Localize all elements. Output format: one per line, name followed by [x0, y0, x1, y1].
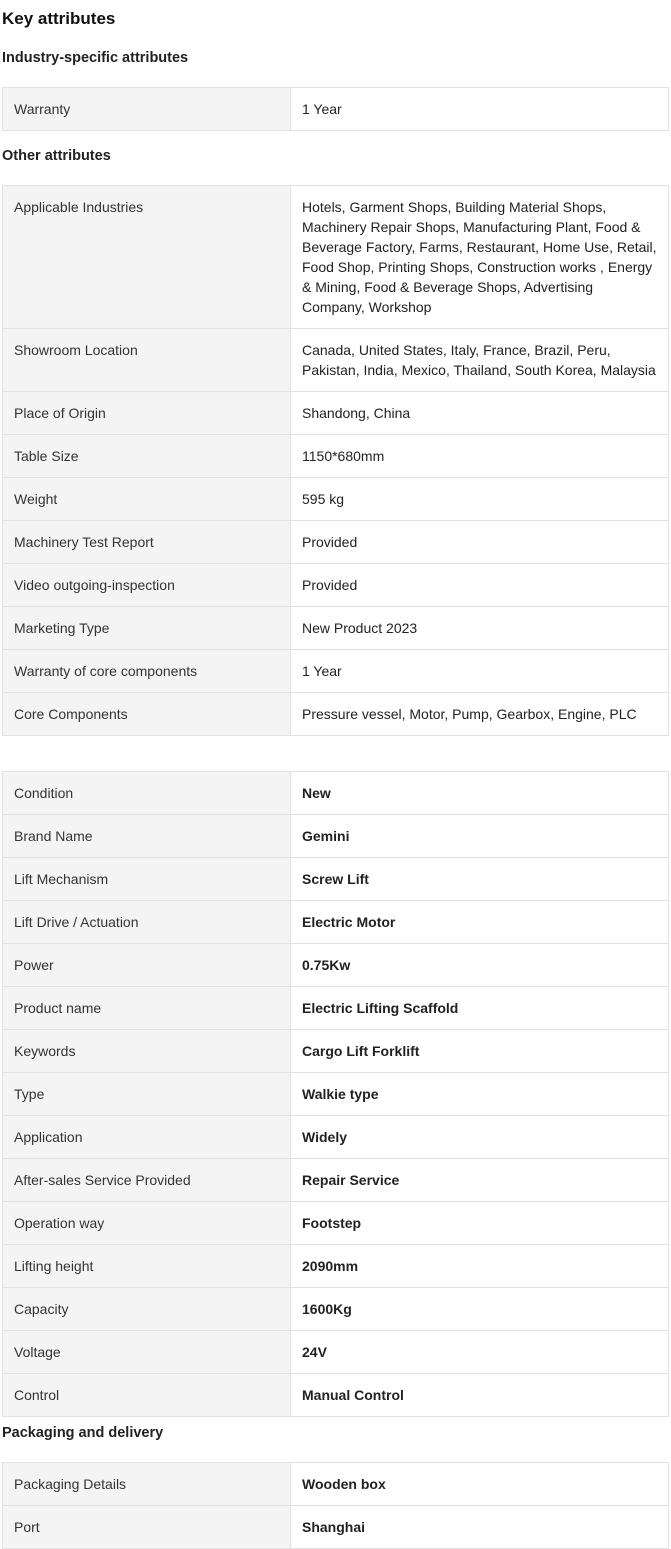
table-row [3, 392, 669, 435]
industry-attributes-table [2, 87, 669, 131]
attribute-name: Lifting height [3, 1245, 291, 1288]
attribute-value: 24V [291, 1331, 669, 1374]
attribute-value: Electric Motor [291, 901, 669, 944]
table-row [3, 1030, 669, 1073]
attribute-value: Canada, United States, Italy, France, Brazil, Peru, Pakistan, India, Mexico, Thailand, South Korea, Malaysia [291, 329, 669, 392]
table-row [3, 329, 669, 392]
attribute-value: 1 Year [291, 88, 669, 131]
attribute-name: Voltage [3, 1331, 291, 1374]
attribute-name: Warranty of core components [3, 650, 291, 693]
attribute-value: 1600Kg [291, 1288, 669, 1331]
attribute-name: Port [3, 1506, 291, 1549]
attribute-value: 2090mm [291, 1245, 669, 1288]
attribute-name: Power [3, 944, 291, 987]
table-row [3, 88, 669, 131]
attribute-value: New Product 2023 [291, 607, 669, 650]
attribute-name: Product name [3, 987, 291, 1030]
table-row [3, 944, 669, 987]
packaging-delivery-heading: Packaging and delivery [2, 1425, 164, 1441]
table-row [3, 815, 669, 858]
table-row [3, 435, 669, 478]
attribute-value: Cargo Lift Forklift [291, 1030, 669, 1073]
page-title: Key attributes [2, 9, 116, 28]
table-row [3, 1073, 669, 1116]
attribute-name: Applicable Industries [3, 186, 291, 329]
attribute-value: Widely [291, 1116, 669, 1159]
attribute-value: Electric Lifting Scaffold [291, 987, 669, 1030]
attribute-name: Core Components [3, 693, 291, 736]
table-row [3, 1288, 669, 1331]
attribute-name: Lift Mechanism [3, 858, 291, 901]
table-row [3, 650, 669, 693]
table-row [3, 772, 669, 815]
attribute-name: Marketing Type [3, 607, 291, 650]
attribute-value: Pressure vessel, Motor, Pump, Gearbox, Engine, PLC [291, 693, 669, 736]
attribute-name: Brand Name [3, 815, 291, 858]
table-row [3, 1331, 669, 1374]
attribute-name: Lift Drive / Actuation [3, 901, 291, 944]
table-row [3, 1116, 669, 1159]
table-row [3, 607, 669, 650]
attribute-value: Footstep [291, 1202, 669, 1245]
table-row [3, 1159, 669, 1202]
attribute-name: Application [3, 1116, 291, 1159]
attribute-name: Weight [3, 478, 291, 521]
table-row [3, 1463, 669, 1506]
attribute-value: Provided [291, 564, 669, 607]
table-row [3, 1245, 669, 1288]
table-row [3, 521, 669, 564]
table-row [3, 478, 669, 521]
attribute-value: Walkie type [291, 1073, 669, 1116]
attribute-name: Capacity [3, 1288, 291, 1331]
attribute-value: Provided [291, 521, 669, 564]
table-row [3, 1374, 669, 1417]
packaging-delivery-table [2, 1462, 669, 1549]
attribute-name: Warranty [3, 88, 291, 131]
table-row [3, 1506, 669, 1549]
attribute-value: Gemini [291, 815, 669, 858]
other-attributes-table-continued [2, 771, 669, 1417]
attribute-value: Manual Control [291, 1374, 669, 1417]
attribute-name: After-sales Service Provided [3, 1159, 291, 1202]
attribute-value: 1150*680mm [291, 435, 669, 478]
attribute-name: Control [3, 1374, 291, 1417]
attribute-name: Keywords [3, 1030, 291, 1073]
attribute-value: Shanghai [291, 1506, 669, 1549]
attribute-name: Video outgoing-inspection [3, 564, 291, 607]
attribute-value: 1 Year [291, 650, 669, 693]
table-row [3, 858, 669, 901]
other-attributes-heading: Other attributes [2, 148, 111, 164]
attribute-name: Packaging Details [3, 1463, 291, 1506]
attribute-value: Repair Service [291, 1159, 669, 1202]
table-row [3, 1202, 669, 1245]
attribute-name: Place of Origin [3, 392, 291, 435]
attribute-name: Table Size [3, 435, 291, 478]
table-row [3, 901, 669, 944]
table-row [3, 186, 669, 329]
attribute-value: 0.75Kw [291, 944, 669, 987]
attribute-value: Screw Lift [291, 858, 669, 901]
table-row [3, 693, 669, 736]
attribute-name: Showroom Location [3, 329, 291, 392]
attribute-name: Condition [3, 772, 291, 815]
industry-attributes-heading: Industry-specific attributes [2, 50, 189, 66]
table-row [3, 987, 669, 1030]
attribute-value: Shandong, China [291, 392, 669, 435]
other-attributes-table [2, 185, 669, 736]
attribute-value: Hotels, Garment Shops, Building Material Shops, Machinery Repair Shops, Manufacturing Plant, Food & Beverage Factory, Farms, Restaurant, Home Use, Retail, Food Shop, Printing Shops, Construction works , Energy & Mining, Food & Beverage Shops, Advertising Company, Workshop [291, 186, 669, 329]
attribute-value: New [291, 772, 669, 815]
table-row [3, 564, 669, 607]
attribute-value: 595 kg [291, 478, 669, 521]
attribute-name: Type [3, 1073, 291, 1116]
attribute-name: Operation way [3, 1202, 291, 1245]
attribute-name: Machinery Test Report [3, 521, 291, 564]
attribute-value: Wooden box [291, 1463, 669, 1506]
